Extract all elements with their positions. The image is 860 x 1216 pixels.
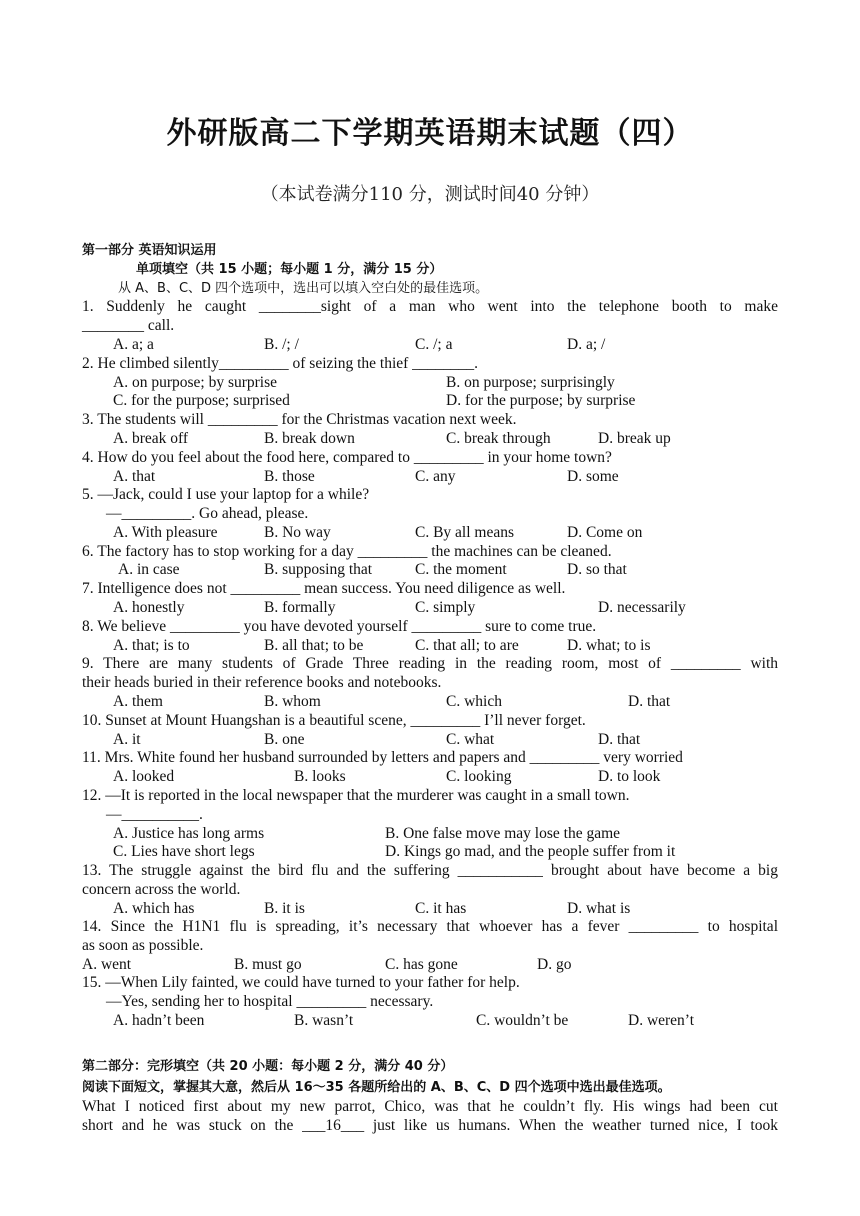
- question-13-line-1: 13. The struggle against the bird flu and the suffering ___________ brought about have become a big: [82, 862, 778, 879]
- option-3a: A. break off: [113, 430, 189, 447]
- question-14-line-2: as soon as possible.: [82, 937, 204, 954]
- option-2a: A. on purpose; by surprise: [113, 374, 278, 391]
- question-10: 10. Sunset at Mount Huangshan is a beautiful scene, _________ I’ll never forget.: [82, 712, 586, 729]
- option-8a: A. that; is to: [113, 637, 190, 654]
- option-8b: B. all that; to be: [264, 637, 364, 654]
- question-9-line-1: 9. There are many students of Grade Three reading in the reading room, most of _________ with: [82, 655, 778, 672]
- question-2: 2. He climbed silently_________ of seizing the thief ________.: [82, 355, 479, 372]
- question-11: 11. Mrs. White found her husband surrounded by letters and papers and _________ very worried: [82, 749, 683, 766]
- option-7c: C. simply: [415, 599, 476, 616]
- option-9b: B. whom: [264, 693, 321, 710]
- option-11a: A. looked: [113, 768, 175, 785]
- question-9-line-2: their heads buried in their reference books and notebooks.: [82, 674, 442, 691]
- option-4d: D. some: [567, 468, 619, 485]
- option-5b: B. No way: [264, 524, 331, 541]
- question-5-line-1: 5. —Jack, could I use your laptop for a while?: [82, 486, 370, 503]
- option-5a: A. With pleasure: [113, 524, 218, 541]
- question-13-line-2: concern across the world.: [82, 881, 241, 898]
- option-8c: C. that all; to are: [415, 637, 519, 654]
- part-two-heading: 第二部分：完形填空（共 20 小题：每小题 2 分，满分 40 分）: [82, 1059, 454, 1074]
- option-6b: B. supposing that: [264, 561, 373, 578]
- option-12b: B. One false move may lose the game: [385, 825, 621, 842]
- option-4b: B. those: [264, 468, 315, 485]
- option-13a: A. which has: [113, 900, 195, 917]
- option-10c: C. what: [446, 731, 495, 748]
- option-12c: C. Lies have short legs: [113, 843, 255, 860]
- option-5d: D. Come on: [567, 524, 643, 541]
- question-5-line-2: —_________. Go ahead, please.: [106, 505, 309, 522]
- option-15a: A. hadn’t been: [113, 1012, 205, 1029]
- question-12-line-1: 12. —It is reported in the local newspaper that the murderer was caught in a small town.: [82, 787, 630, 804]
- question-12-line-2: —__________.: [106, 806, 203, 823]
- question-3: 3. The students will _________ for the Christmas vacation next week.: [82, 411, 517, 428]
- option-4c: C. any: [415, 468, 456, 485]
- instruction-2: 阅读下面短文，掌握其大意，然后从 16～35 各题所给出的 A、B、C、D 四个选项中选出最佳选项。: [82, 1080, 671, 1095]
- option-2d: D. for the purpose; by surprise: [446, 392, 636, 409]
- part-one-heading: 第一部分 英语知识运用: [82, 243, 217, 258]
- option-5c: C. By all means: [415, 524, 515, 541]
- page-subtitle: （本试卷满分110 分，测试时间40 分钟）: [260, 184, 600, 205]
- option-15b: B. wasn’t: [294, 1012, 354, 1029]
- option-15c: C. wouldn’t be: [476, 1012, 569, 1029]
- option-10b: B. one: [264, 731, 305, 748]
- option-14b: B. must go: [234, 956, 302, 973]
- option-14d: D. go: [537, 956, 572, 973]
- page-title: 外研版高二下学期英语期末试题（四）: [166, 116, 694, 151]
- option-10a: A. it: [113, 731, 141, 748]
- question-15-line-1: 15. —When Lily fainted, we could have turned to your father for help.: [82, 974, 520, 991]
- option-11b: B. looks: [294, 768, 346, 785]
- option-6c: C. the moment: [415, 561, 507, 578]
- option-11c: C. looking: [446, 768, 512, 785]
- option-3b: B. break down: [264, 430, 355, 447]
- option-13d: D. what is: [567, 900, 631, 917]
- option-2c: C. for the purpose; surprised: [113, 392, 290, 409]
- option-11d: D. to look: [598, 768, 661, 785]
- question-14-line-1: 14. Since the H1N1 flu is spreading, it’s necessary that whoever has a fever _________ to hospital: [82, 918, 778, 935]
- question-1-line-1: 1. Suddenly he caught ________sight of a man who went into the telephone booth to make: [82, 298, 778, 315]
- option-6a: A. in case: [118, 561, 180, 578]
- instruction: 从 A、B、C、D 四个选项中，选出可以填入空白处的最佳选项。: [118, 281, 489, 296]
- option-13b: B. it is: [264, 900, 305, 917]
- question-8: 8. We believe _________ you have devoted yourself _________ sure to come true.: [82, 618, 597, 635]
- option-4a: A. that: [113, 468, 156, 485]
- option-3d: D. break up: [598, 430, 671, 447]
- option-9d: D. that: [628, 693, 671, 710]
- passage-line-2: short and he was stuck on the ___16___ just like us humans. When the weather turned nice, I took: [82, 1117, 778, 1134]
- option-7b: B. formally: [264, 599, 336, 616]
- section-heading: 单项填空（共 15 小题；每小题 1 分，满分 15 分）: [136, 262, 443, 277]
- question-15-line-2: —Yes, sending her to hospital _________ necessary.: [106, 993, 434, 1010]
- option-9a: A. them: [113, 693, 163, 710]
- option-3c: C. break through: [446, 430, 551, 447]
- question-6: 6. The factory has to stop working for a day _________ the machines can be cleaned.: [82, 543, 612, 560]
- option-2b: B. on purpose; surprisingly: [446, 374, 615, 391]
- option-1c: C. /; a: [415, 336, 453, 353]
- option-12d: D. Kings go mad, and the people suffer from it: [385, 843, 676, 860]
- question-7: 7. Intelligence does not _________ mean success. You need diligence as well.: [82, 580, 566, 597]
- option-1a: A. a; a: [113, 336, 154, 353]
- passage-line-1: What I noticed first about my new parrot, Chico, was that he couldn’t fly. His wings had been cut: [82, 1098, 778, 1115]
- option-1b: B. /; /: [264, 336, 299, 353]
- question-1-line-2: ________ call.: [82, 317, 175, 334]
- option-13c: C. it has: [415, 900, 467, 917]
- option-9c: C. which: [446, 693, 502, 710]
- option-6d: D. so that: [567, 561, 627, 578]
- option-8d: D. what; to is: [567, 637, 651, 654]
- option-1d: D. a; /: [567, 336, 606, 353]
- option-7d: D. necessarily: [598, 599, 686, 616]
- option-10d: D. that: [598, 731, 641, 748]
- option-12a: A. Justice has long arms: [113, 825, 265, 842]
- option-14a: A. went: [82, 956, 132, 973]
- option-14c: C. has gone: [385, 956, 458, 973]
- option-7a: A. honestly: [113, 599, 185, 616]
- question-4: 4. How do you feel about the food here, compared to _________ in your home town?: [82, 449, 612, 466]
- option-15d: D. weren’t: [628, 1012, 694, 1029]
